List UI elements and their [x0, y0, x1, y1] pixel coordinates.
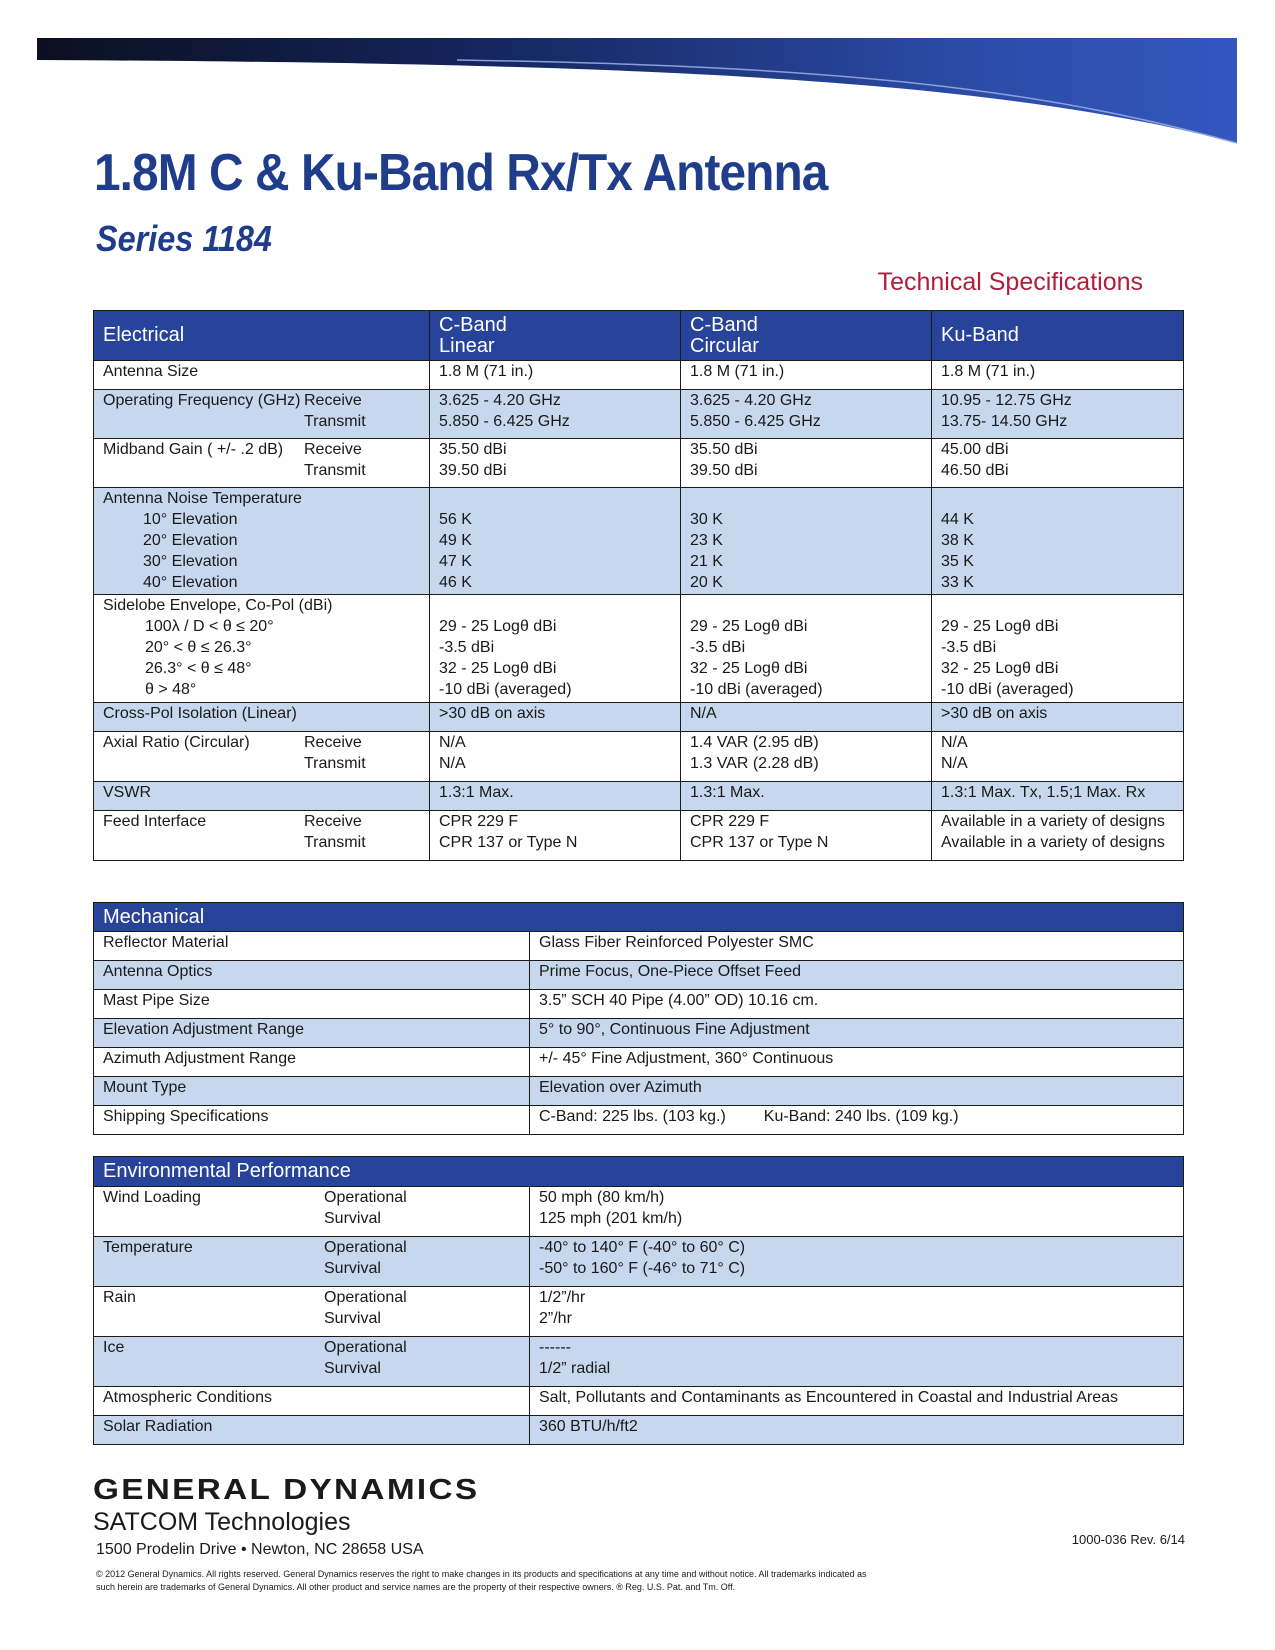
environmental-row — [94, 1287, 1184, 1337]
spec-sublabel: Receive Transmit — [304, 392, 366, 430]
spec-label-cell — [94, 1237, 530, 1287]
spec-label: Solar Radiation — [103, 1418, 213, 1435]
spec-value-cell: 3.625 - 4.20 GHz 5.850 - 6.425 GHz — [681, 390, 932, 439]
spec-value-cell: 1.8 M (71 in.) — [932, 361, 1184, 390]
spec-value: C-Band: 225 lbs. (103 kg.) — [539, 1108, 726, 1125]
copyright-notice: © 2012 General Dynamics. All rights reserved. General Dynamics reserves the right to make changes in its products and specifications at any time and without notice. All trademarks indicated as such herein are trademarks of General Dynamics. All other product and service names are the property of their respective owners. ® Reg. U.S. Pat. and Tm. Off. — [96, 1569, 867, 1592]
spec-sublabel: 20° < θ ≤ 26.3° — [145, 639, 252, 656]
spec-value-cell: 30 K 23 K 21 K 20 K — [681, 488, 932, 595]
spec-sublabel: 26.3° < θ ≤ 48° — [145, 660, 252, 677]
spec-value-cell: 29 - 25 Logθ dBi -3.5 dBi 32 - 25 Logθ dBi -10 dBi (averaged) — [430, 595, 681, 703]
spec-value-cell — [530, 1048, 1184, 1077]
spec-label-cell — [94, 1337, 530, 1387]
spec-value-cell: 10.95 - 12.75 GHz 13.75- 14.50 GHz — [932, 390, 1184, 439]
spec-value-cell — [530, 1077, 1184, 1106]
spec-value-secondary: Ku-Band: 240 lbs. (109 kg.) — [763, 1108, 959, 1125]
band-column-header: C-Band Linear — [430, 311, 681, 361]
mechanical-section-title: Mechanical — [94, 903, 1184, 932]
spec-sublabel — [304, 361, 420, 382]
electrical-row — [94, 439, 1184, 488]
band-column-header: Ku-Band — [932, 311, 1184, 361]
spec-value-cell: ------ 1/2” radial — [530, 1337, 1184, 1387]
page-subtitle: Series 1184 — [96, 218, 272, 259]
spec-label: VSWR — [103, 784, 151, 801]
spec-label: Rain — [103, 1289, 136, 1306]
mechanical-row — [94, 1077, 1184, 1106]
spec-label-cell — [94, 1187, 530, 1237]
spec-sublabel: 100λ / D < θ ≤ 20° — [145, 618, 274, 635]
spec-label-cell — [94, 811, 430, 861]
spec-label-wrap — [103, 1287, 520, 1329]
spec-label-wrap — [103, 439, 420, 481]
section-label: Technical Specifications — [877, 268, 1143, 296]
spec-value: Elevation over Azimuth — [539, 1079, 702, 1096]
spec-label-wrap — [103, 361, 420, 382]
spec-label: Mast Pipe Size — [94, 990, 530, 1019]
spec-value-cell: 56 K 49 K 47 K 46 K — [430, 488, 681, 595]
spec-label: Azimuth Adjustment Range — [94, 1048, 530, 1077]
spec-value-cell: >30 dB on axis — [430, 703, 681, 732]
environmental-row — [94, 1387, 1184, 1416]
spec-value-cell: 29 - 25 Logθ dBi -3.5 dBi 32 - 25 Logθ dBi -10 dBi (averaged) — [681, 595, 932, 703]
spec-label: Wind Loading — [103, 1189, 201, 1206]
spec-sublabel: Receive Transmit — [304, 813, 366, 851]
spec-value-cell: 1.8 M (71 in.) — [430, 361, 681, 390]
spec-label: Temperature — [103, 1239, 193, 1256]
spec-label: Axial Ratio (Circular) — [103, 734, 250, 751]
spec-value-cell — [530, 1019, 1184, 1048]
electrical-row — [94, 782, 1184, 811]
company-division: SATCOM Technologies — [93, 1508, 351, 1536]
spec-label: Antenna Noise Temperature — [103, 490, 302, 507]
spec-value: 3.5” SCH 40 Pipe (4.00” OD) 10.16 cm. — [539, 992, 819, 1009]
mechanical-header-row — [94, 903, 1184, 932]
spec-label-cell — [94, 439, 430, 488]
spec-label: Mount Type — [94, 1077, 530, 1106]
mechanical-row — [94, 1019, 1184, 1048]
spec-label: Feed Interface — [103, 813, 207, 830]
electrical-row — [94, 488, 1184, 595]
spec-value: 5° to 90°, Continuous Fine Adjustment — [539, 1021, 810, 1038]
spec-value: Prime Focus, One-Piece Offset Feed — [539, 963, 802, 980]
electrical-table — [93, 310, 1184, 861]
spec-value-cell: 35.50 dBi 39.50 dBi — [681, 439, 932, 488]
spec-sublabel: Receive Transmit — [304, 441, 366, 479]
spec-value-cell: N/A — [681, 703, 932, 732]
spec-sublabel: θ > 48° — [145, 681, 197, 698]
spec-sublabel: Operational Survival — [324, 1289, 407, 1327]
spec-label: Antenna Size — [103, 363, 199, 380]
spec-label-wrap — [103, 1387, 520, 1408]
electrical-row — [94, 811, 1184, 861]
spec-sublabel: Operational Survival — [324, 1189, 407, 1227]
band-column-header: C-Band Circular — [681, 311, 932, 361]
spec-label-cell — [94, 488, 430, 595]
electrical-row — [94, 361, 1184, 390]
environmental-row — [94, 1416, 1184, 1445]
spec-sublabel: 30° Elevation — [143, 553, 238, 570]
spec-label-cell — [94, 390, 430, 439]
mechanical-row — [94, 932, 1184, 961]
mechanical-table — [93, 902, 1184, 1135]
spec-value: Glass Fiber Reinforced Polyester SMC — [539, 934, 814, 951]
spec-value-cell: 1.3:1 Max. — [430, 782, 681, 811]
spec-value: +/- 45° Fine Adjustment, 360° Continuous — [539, 1050, 834, 1067]
spec-value-cell: N/A N/A — [430, 732, 681, 782]
spec-sublabel — [324, 1387, 520, 1408]
spec-label-wrap — [103, 1187, 520, 1229]
spec-value-cell: 1.3:1 Max. Tx, 1.5;1 Max. Rx — [932, 782, 1184, 811]
electrical-row — [94, 595, 1184, 703]
spec-label-wrap — [103, 1416, 520, 1437]
mechanical-row — [94, 1106, 1184, 1135]
spec-sublabel: Operational Survival — [324, 1339, 407, 1377]
electrical-row — [94, 703, 1184, 732]
environmental-row — [94, 1337, 1184, 1387]
spec-label-wrap — [103, 1237, 520, 1279]
environmental-header-row — [94, 1157, 1184, 1187]
spec-label-cell — [94, 732, 430, 782]
spec-label-cell — [94, 1287, 530, 1337]
page-title: 1.8M C & Ku-Band Rx/Tx Antenna — [94, 144, 828, 202]
spec-label-cell — [94, 361, 430, 390]
spec-value-cell: 50 mph (80 km/h) 125 mph (201 km/h) — [530, 1187, 1184, 1237]
spec-label: Reflector Material — [94, 932, 530, 961]
spec-label: Cross-Pol Isolation (Linear) — [103, 705, 297, 722]
mechanical-row — [94, 961, 1184, 990]
spec-value-cell: 1.8 M (71 in.) — [681, 361, 932, 390]
header-banner — [37, 38, 1237, 148]
spec-value-cell: >30 dB on axis — [932, 703, 1184, 732]
electrical-section-title: Electrical — [94, 311, 430, 361]
spec-value-cell: 1/2”/hr 2”/hr — [530, 1287, 1184, 1337]
spec-label: Elevation Adjustment Range — [94, 1019, 530, 1048]
spec-sublabel: 40° Elevation — [143, 574, 238, 591]
spec-value-cell: 45.00 dBi 46.50 dBi — [932, 439, 1184, 488]
spec-value-cell: 35.50 dBi 39.50 dBi — [430, 439, 681, 488]
spec-value-cell: CPR 229 F CPR 137 or Type N — [681, 811, 932, 861]
spec-value-cell: 1.4 VAR (2.95 dB) 1.3 VAR (2.28 dB) — [681, 732, 932, 782]
spec-value-cell: 29 - 25 Logθ dBi -3.5 dBi 32 - 25 Logθ dBi -10 dBi (averaged) — [932, 595, 1184, 703]
spec-value-cell: 44 K 38 K 35 K 33 K — [932, 488, 1184, 595]
spec-value-cell: N/A N/A — [932, 732, 1184, 782]
spec-label: Antenna Optics — [94, 961, 530, 990]
environmental-row — [94, 1187, 1184, 1237]
spec-label-wrap — [103, 1337, 520, 1379]
spec-label: Midband Gain ( +/- .2 dB) — [103, 441, 284, 458]
spec-label-wrap — [103, 732, 420, 774]
spec-value-cell: Salt, Pollutants and Contaminants as Encountered in Coastal and Industrial Areas — [530, 1387, 1184, 1416]
spec-sublabel: 10° Elevation — [143, 511, 238, 528]
spec-label-cell — [94, 1416, 530, 1445]
electrical-row — [94, 390, 1184, 439]
spec-value-cell: 1.3:1 Max. — [681, 782, 932, 811]
environmental-table — [93, 1156, 1184, 1445]
environmental-row — [94, 1237, 1184, 1287]
spec-label-cell — [94, 595, 430, 703]
spec-label: Atmospheric Conditions — [103, 1389, 272, 1406]
company-address: 1500 Prodelin Drive • Newton, NC 28658 USA — [96, 1541, 424, 1558]
mechanical-row — [94, 990, 1184, 1019]
spec-label: Sidelobe Envelope, Co-Pol (dBi) — [103, 597, 333, 614]
document-number: 1000-036 Rev. 6/14 — [1071, 1532, 1185, 1547]
environmental-section-title: Environmental Performance — [94, 1157, 1184, 1187]
spec-value-cell: 360 BTU/h/ft2 — [530, 1416, 1184, 1445]
spec-value-cell: 3.625 - 4.20 GHz 5.850 - 6.425 GHz — [430, 390, 681, 439]
spec-label-cell — [94, 782, 430, 811]
spec-value-cell — [530, 990, 1184, 1019]
spec-value-cell — [530, 932, 1184, 961]
spec-label: Ice — [103, 1339, 125, 1356]
spec-value-cell — [530, 961, 1184, 990]
spec-label-cell — [94, 1387, 530, 1416]
spec-sublabel: Receive Transmit — [304, 734, 366, 772]
mechanical-row — [94, 1048, 1184, 1077]
spec-label-cell — [94, 703, 430, 732]
spec-label-wrap — [103, 782, 420, 803]
spec-sublabel — [304, 703, 420, 724]
spec-value-cell: Available in a variety of designs Available in a variety of designs — [932, 811, 1184, 861]
company-logo: GENERAL DYNAMICS — [93, 1474, 480, 1506]
spec-label: Operating Frequency (GHz) — [103, 392, 301, 409]
spec-label-wrap — [103, 703, 420, 724]
spec-label-wrap — [103, 390, 420, 432]
spec-value-cell — [530, 1106, 1184, 1135]
electrical-header-row — [94, 311, 1184, 361]
spec-value-cell: CPR 229 F CPR 137 or Type N — [430, 811, 681, 861]
electrical-row — [94, 732, 1184, 782]
spec-sublabel — [324, 1416, 520, 1437]
spec-label: Shipping Specifications — [94, 1106, 530, 1135]
spec-sublabel — [304, 782, 420, 803]
spec-sublabel: Operational Survival — [324, 1239, 407, 1277]
spec-value-cell: -40° to 140° F (-40° to 60° C) -50° to 160° F (-46° to 71° C) — [530, 1237, 1184, 1287]
spec-label-wrap — [103, 811, 420, 853]
spec-sublabel: 20° Elevation — [143, 532, 238, 549]
